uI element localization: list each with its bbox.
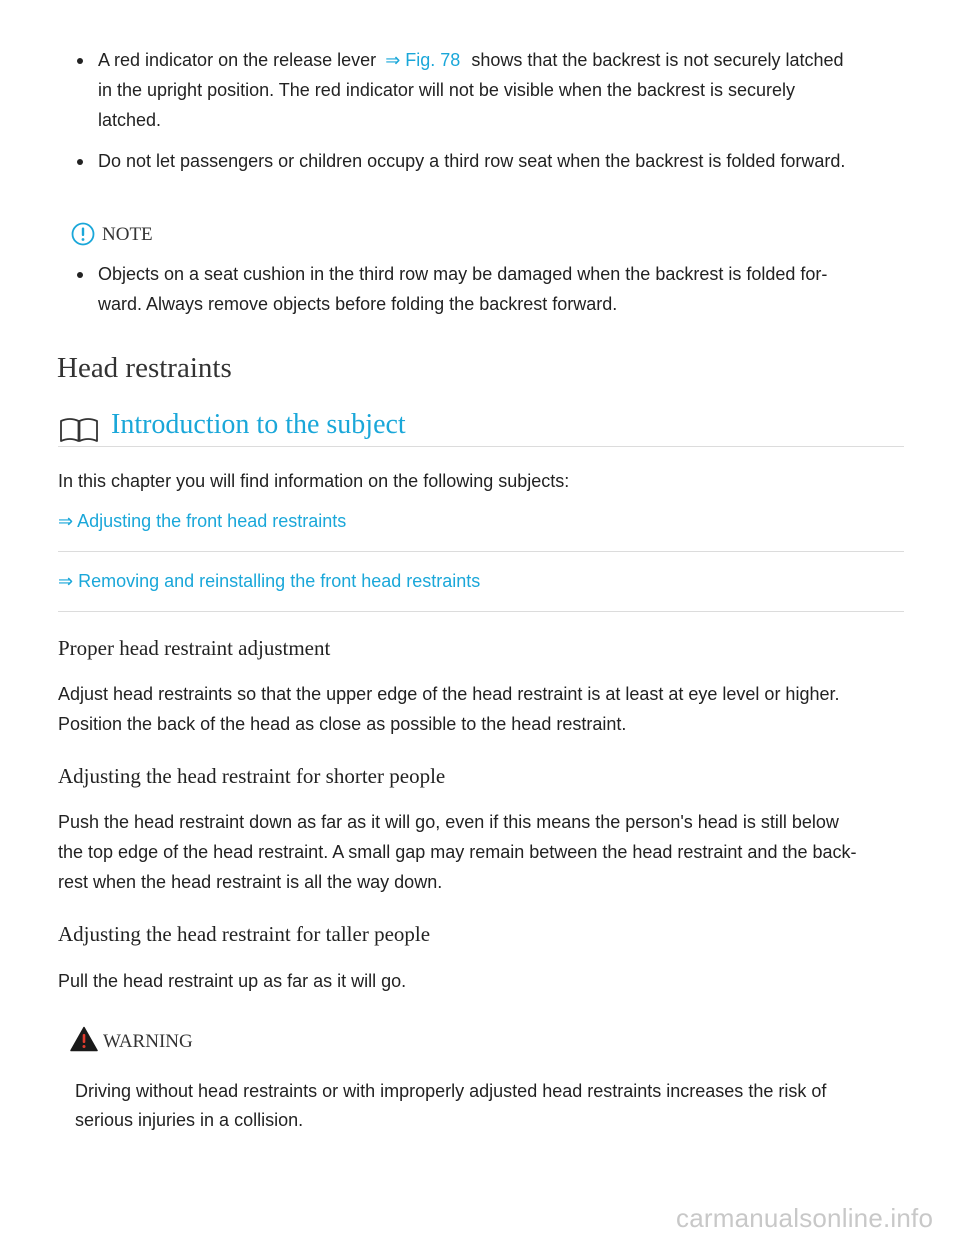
warning-triangle-icon: [70, 1026, 98, 1052]
note-text-line: Objects on a seat cushion in the third row may be damaged when the backrest is folded for-: [98, 264, 828, 284]
bullet-text-line: in the upright position. The red indicator will not be visible when the backrest is securely: [98, 80, 796, 100]
bullet-item-red-indicator: [98, 45, 844, 75]
paragraph-line: Push the head restraint down as far as it will go, even if this means the person's head is still below: [58, 812, 839, 832]
bullet-text: A red indicator on the release lever: [98, 50, 377, 70]
paragraph-line: Pull the head restraint up as far as it will go.: [58, 971, 407, 991]
bullet-text-line: latched.: [98, 110, 162, 130]
bullet-marker: [77, 272, 83, 278]
intro-heading: Introduction to the subject: [111, 409, 406, 440]
divider: [58, 611, 904, 612]
subheading-taller-people: Adjusting the head restraint for taller people: [58, 922, 431, 946]
warning-text-line: serious injuries in a collision.: [75, 1110, 304, 1130]
subheading-proper-adjustment: Proper head restraint adjustment: [58, 636, 331, 660]
paragraph-line: Position the back of the head as close as possible to the head restraint.: [58, 714, 627, 734]
bullet-text: shows that the backrest is not securely latched: [471, 50, 844, 70]
fig-78-link[interactable]: ⇒ Fig. 78: [385, 50, 461, 70]
divider: [58, 551, 904, 552]
bullet-marker: [77, 159, 83, 165]
book-icon: [59, 416, 99, 444]
paragraph-line: Adjust head restraints so that the upper edge of the head restraint is at least at eye level or higher.: [58, 684, 840, 704]
warning-label: WARNING: [103, 1031, 193, 1052]
paragraph-line: the top edge of the head restraint. A small gap may remain between the head restraint and the back-: [58, 842, 857, 862]
note-label: NOTE: [102, 224, 153, 245]
link-adjusting-front-head-restraints[interactable]: ⇒ Adjusting the front head restraints: [58, 511, 347, 531]
intro-text: In this chapter you will find information on the following subjects:: [58, 471, 570, 491]
link-removing-reinstalling-head-restraints[interactable]: ⇒ Removing and reinstalling the front head restraints: [58, 571, 481, 591]
section-title: Head restraints: [57, 352, 232, 384]
bullet-marker: [77, 58, 83, 64]
subheading-shorter-people: Adjusting the head restraint for shorter people: [58, 764, 446, 788]
warning-text-line: Driving without head restraints or with improperly adjusted head restraints increases the risk of: [75, 1081, 827, 1101]
bullet-item-third-row: Do not let passengers or children occupy a third row seat when the backrest is folded forward.: [98, 151, 846, 171]
note-exclamation-icon: [71, 222, 95, 246]
note-text-line: ward. Always remove objects before folding the backrest forward.: [98, 294, 618, 314]
paragraph-line: rest when the head restraint is all the way down.: [58, 872, 443, 892]
watermark-text: carmanualsonline.info: [676, 1203, 934, 1233]
divider: [58, 446, 904, 447]
